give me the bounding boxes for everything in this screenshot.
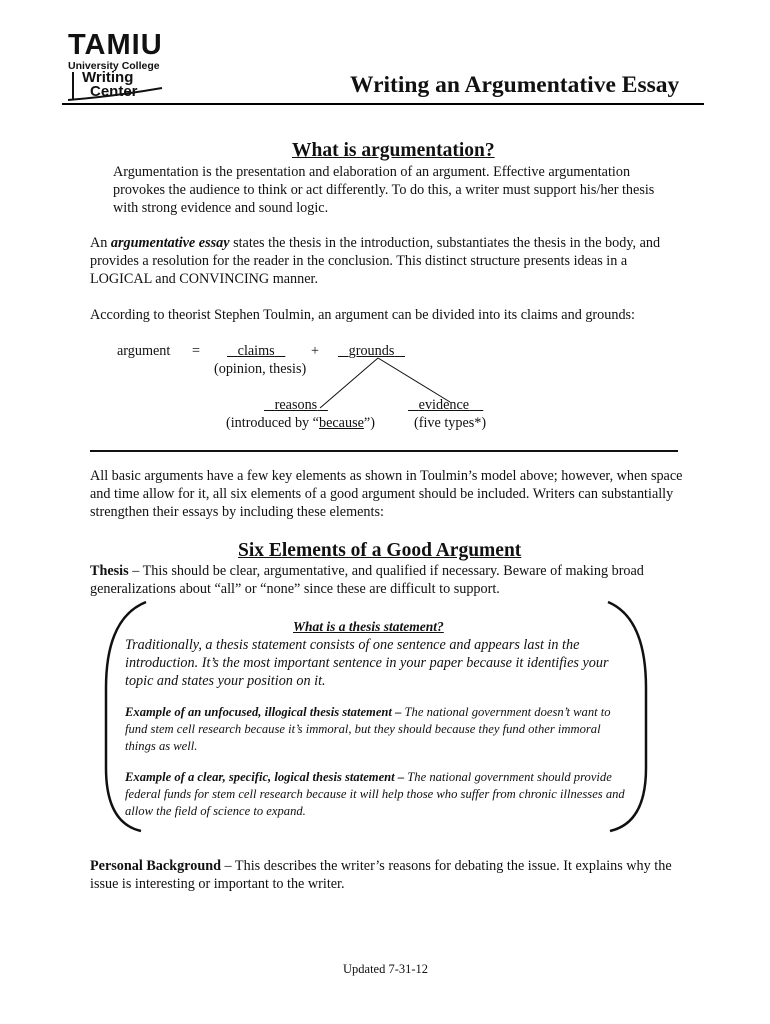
personal-text: – This describes the writer’s reasons for debating the issue. It explains why the issue is interesting or important to the writer.: [90, 858, 672, 892]
thesis-paragraph: [90, 562, 670, 598]
heading-six-elements: Six Elements of a Good Argument: [238, 540, 522, 561]
box-example-unfocused: [125, 704, 625, 755]
personal-background-paragraph: [90, 857, 680, 893]
reasons-note-post: ”): [363, 415, 375, 431]
logo-university-college: University College: [68, 60, 160, 72]
evidence-text: evidence: [418, 397, 470, 413]
document-title: Writing an Argumentative Essay: [350, 72, 680, 98]
term-argumentative-essay: argumentative essay: [110, 235, 230, 251]
title-rule: [62, 103, 704, 105]
diagram-claims-note: (opinion, thesis): [214, 361, 307, 377]
ex1-label: Example of an unfocused, illogical thesis statement –: [125, 705, 402, 719]
thesis-label: Thesis: [90, 563, 129, 579]
diagram-argument: argument: [117, 343, 171, 359]
elements-paragraph: All basic arguments have a few key elements as shown in Toulmin’s model above; however, when space and time allow for it, all six elements of a good argument should be included. Writers can substantially strengthen their essays by including these elements:: [90, 468, 683, 520]
reasons-text: reasons: [274, 397, 318, 413]
reasons-note-pre: (introduced by “: [226, 415, 319, 431]
diagram-plus: +: [311, 343, 320, 359]
para2-start: An: [90, 235, 111, 251]
section-divider: [90, 450, 678, 452]
personal-label: Personal Background: [90, 858, 221, 874]
diagram-evidence-note: (five types*): [414, 415, 487, 431]
claims-text: claims: [237, 343, 275, 359]
diagram-reasons: [264, 396, 328, 414]
para2-rest: states the thesis in the introduction, substantiates the thesis in the body, and provides a resolution for the reader in the conclusion. This distinct structure presents ideas in a LOGICAL and CONVINCING manner.: [90, 235, 661, 287]
box-definition: Traditionally, a thesis statement consists of one sentence and appears last in the introduction. It’s the most important sentence in your paper because it identifies your topic and states your position on it.: [125, 637, 609, 689]
logo-center: Center: [90, 83, 138, 100]
intro-paragraph: Argumentation is the presentation and elaboration of an argument. Effective argumentation provokes the audience to think or act differently. To do this, a writer must support his/her thesis with strong evidence and sound logic.: [113, 164, 655, 216]
logo-tamiu: TAMIU: [68, 29, 163, 61]
box-example-clear: [125, 769, 625, 820]
reasons-note-because: because: [318, 415, 364, 431]
diagram-claims: [227, 342, 285, 360]
diagram-evidence: [408, 396, 483, 414]
argumentative-essay-paragraph: [90, 234, 686, 288]
grounds-text: grounds: [348, 343, 395, 359]
box-heading: What is a thesis statement?: [293, 619, 444, 634]
toulmin-paragraph: According to theorist Stephen Toulmin, an argument can be divided into its claims and grounds:: [90, 307, 635, 323]
ex2-text: The national government should provide federal funds for stem cell research because it will help those who suffer from chronic illnesses and allow the field of science to expand.: [125, 770, 625, 818]
heading-what-is-argumentation: What is argumentation?: [292, 140, 495, 161]
diagram-reasons-note: [226, 414, 375, 432]
logo-writing: Writing: [82, 69, 134, 86]
diagram-equals: =: [192, 343, 201, 359]
ex2-label: Example of a clear, specific, logical thesis statement –: [125, 770, 405, 784]
ex1-text: The national government doesn’t want to fund stem cell research because it’s immoral, but they should because they fund other immoral things as well.: [125, 705, 611, 753]
footer-updated: Updated 7-31-12: [343, 962, 429, 976]
thesis-text: – This should be clear, argumentative, and qualified if necessary. Beware of making broad generalizations about “all” or “none” since these are difficult to support.: [90, 563, 644, 597]
